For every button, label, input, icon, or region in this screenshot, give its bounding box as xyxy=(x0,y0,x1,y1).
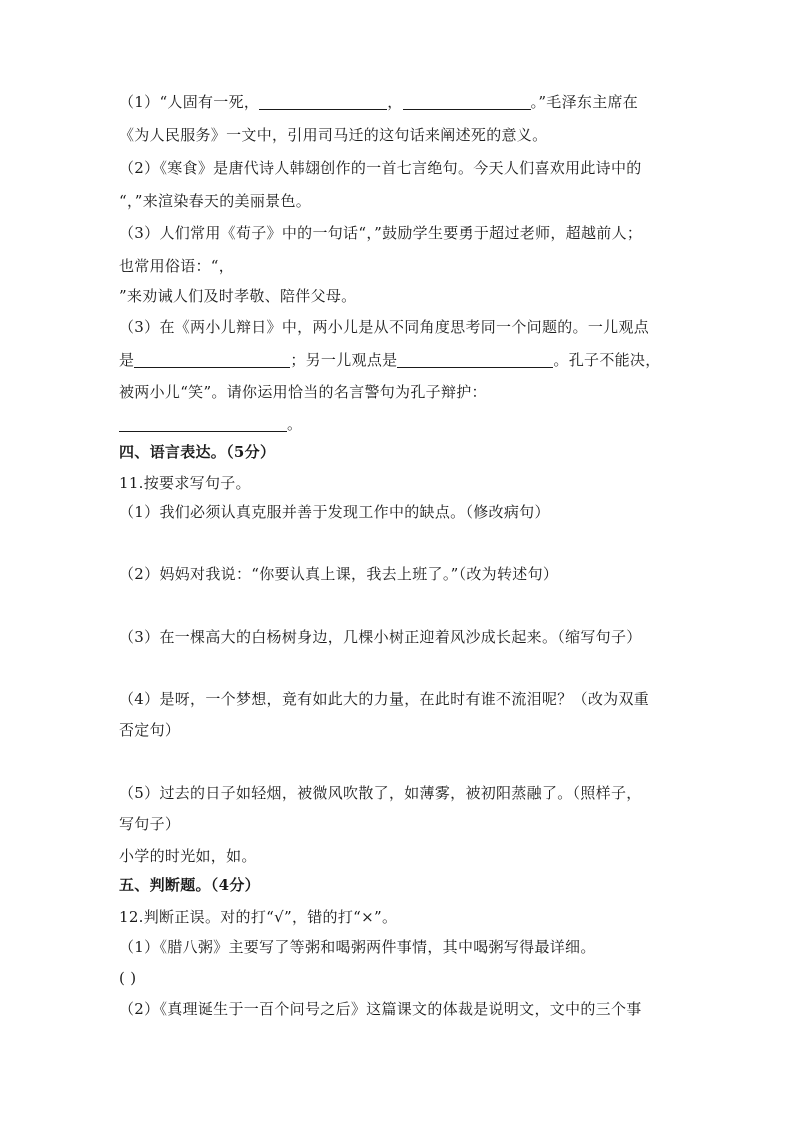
q10-item1-suffix: 。”毛泽东主席在 xyxy=(530,93,639,111)
q10-item3b-line4 xyxy=(119,414,302,434)
q10-item3a-line2: 也常用俗语：“， xyxy=(119,257,235,275)
q10-item3a-line1: （3）人们常用《荀子》中的一句话“，”鼓励学生要勇于超过老师，超越前人； xyxy=(119,224,643,242)
q11-item3: （3）在一棵高大的白杨树身边，几棵小树正迎着风沙成长起来。（缩写句子） xyxy=(119,628,642,646)
q10-item1-line2: 《为人民服务》一文中，引用司马迁的这句话来阐述死的意义。 xyxy=(119,126,548,144)
answer-blank[interactable] xyxy=(259,94,387,110)
q10-item3b-line4-suffix: 。 xyxy=(287,415,303,433)
q12-item1: （1）《腊八粥》主要写了等粥和喝粥两件事情，其中喝粥写得最详细。 xyxy=(119,938,596,956)
q10-item1-prefix: （1）“人固有一死， xyxy=(119,93,260,111)
q10-item2-line1: （2）《寒食》是唐代诗人韩翃创作的一首七言绝句。今天人们喜欢用此诗中的 xyxy=(119,159,642,177)
q10-item3b-suffix: 。孔子不能决， xyxy=(553,351,661,369)
q11-item4-line1: （4）是呀，一个梦想，竟有如此大的力量，在此时有谁不流泪呢？（改为双重 xyxy=(119,690,650,708)
q10-item1-line1 xyxy=(119,92,638,112)
q11-item1: （1）我们必须认真克服并善于发现工作中的缺点。（修改病句） xyxy=(119,503,550,521)
q10-item3b-line2 xyxy=(119,350,661,370)
answer-parentheses[interactable]: ( ) xyxy=(119,969,137,987)
q10-item3b-line1: （3）在《两小儿辩日》中，两小儿是从不同角度思考同一个问题的。一儿观点 xyxy=(119,318,650,336)
q11-item5-line2: 写句子） xyxy=(119,815,181,833)
section-heading-4: 四、语言表达。（5分） xyxy=(119,443,276,461)
q10-item3b-prefix: 是 xyxy=(119,351,135,369)
q10-item3a-line3: ”来劝诫人们及时孝敬、陪伴父母。 xyxy=(119,287,357,305)
q10-item3b-line3: 被两小儿“笑”。请你运用恰当的名言警句为孔子辩护： xyxy=(119,383,487,401)
q11-item5-line1: （5）过去的日子如轻烟，被微风吹散了，如薄雾，被初阳蒸融了。（照样子， xyxy=(119,784,642,802)
q12-title: 12.判断正误。对的打“√”，错的打“×”。 xyxy=(119,908,398,926)
answer-blank[interactable] xyxy=(397,352,553,368)
answer-blank[interactable] xyxy=(134,352,290,368)
answer-blank[interactable] xyxy=(119,416,287,432)
q11-item5-example: 小学的时光如，如。 xyxy=(119,847,257,865)
q10-item3b-mid: ；另一儿观点是 xyxy=(290,351,398,369)
q12-item2: （2）《真理诞生于一百个问号之后》这篇课文的体裁是说明文，文中的三个事 xyxy=(119,1000,642,1018)
q10-item2-line2: “，”来渲染春天的美丽景色。 xyxy=(119,192,312,210)
q10-item1-sep: ， xyxy=(387,93,403,111)
q11-item2: （2）妈妈对我说：“你要认真上课，我去上班了。”（改为转述句） xyxy=(119,565,559,583)
answer-blank[interactable] xyxy=(403,94,531,110)
q11-title: 11.按要求写句子。 xyxy=(119,474,251,492)
q11-item4-line2: 否定句） xyxy=(119,721,181,739)
section-heading-5: 五、判断题。（4分） xyxy=(119,876,260,894)
